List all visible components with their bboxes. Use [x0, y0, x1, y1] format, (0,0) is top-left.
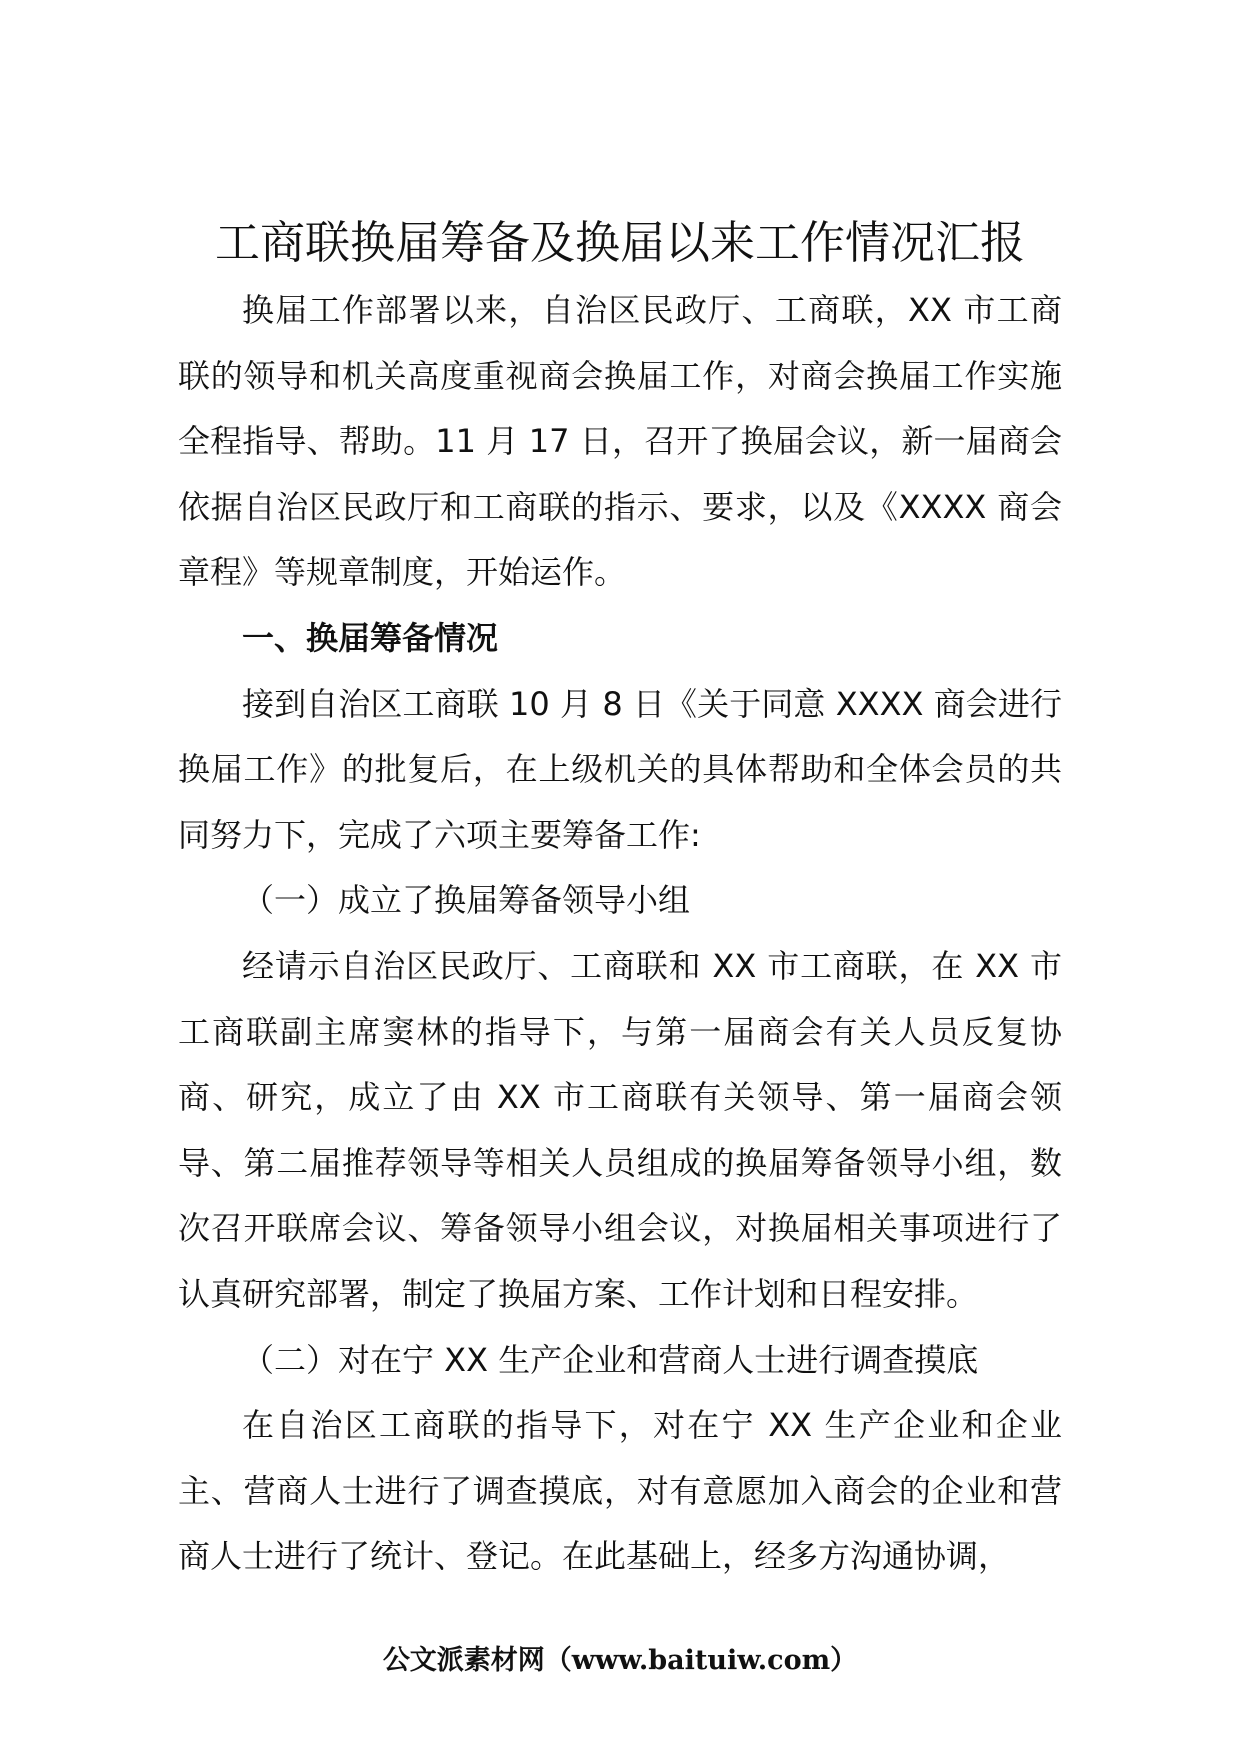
paragraph-intro: 换届工作部署以来，自治区民政厅、工商联，XX 市工商联的领导和机关高度重视商会换届工作，对商会换届工作实施全程指导、帮助。11 月 17 日，召开了换届会议，新一届商会依据自治区民政厅和工商联的指示、要求，以及《XXXX 商会章程》等规章制度，开始运作。 [178, 291, 1062, 592]
subheading-survey: （二）对在宁 XX 生产企业和营商人士进行调查摸底 [242, 1340, 979, 1379]
footer-watermark: 公文派素材网（www.baituiw.com） [382, 1645, 858, 1676]
paragraph-survey: 在自治区工商联的指导下，对在宁 XX 生产企业和企业主、营商人士进行了调查摸底，对有意愿加入商会的企业和营商人士进行了统计、登记。在此基础上，经多方沟通协调， [178, 1406, 1062, 1576]
document-title: 工商联换届筹备及换届以来工作情况汇报 [214, 216, 1025, 269]
paragraph-leadership-group: 经请示自治区民政厅、工商联和 XX 市工商联，在 XX 市工商联副主席窦林的指导下，与第一届商会有关人员反复协商、研究，成立了由 XX 市工商联有关领导、第一届商会领导、第二届推荐领导等相关人员组成的换届筹备领导小组，数次召开联席会议、筹备领导小组会议，对换届相关事项进行了认真研究部署，制定了换届方案、工作计划和日程安排。 [178, 946, 1062, 1313]
section-heading-preparation: 一、换届筹备情况 [242, 618, 499, 657]
subheading-leadership-group: （一）成立了换届筹备领导小组 [242, 881, 691, 920]
paragraph-preparation: 接到自治区工商联 10 月 8 日《关于同意 XXXX 商会进行换届工作》的批复后，在上级机关的具体帮助和全体会员的共同努力下，完成了六项主要筹备工作: [178, 684, 1062, 854]
document-body [178, 278, 1062, 1590]
